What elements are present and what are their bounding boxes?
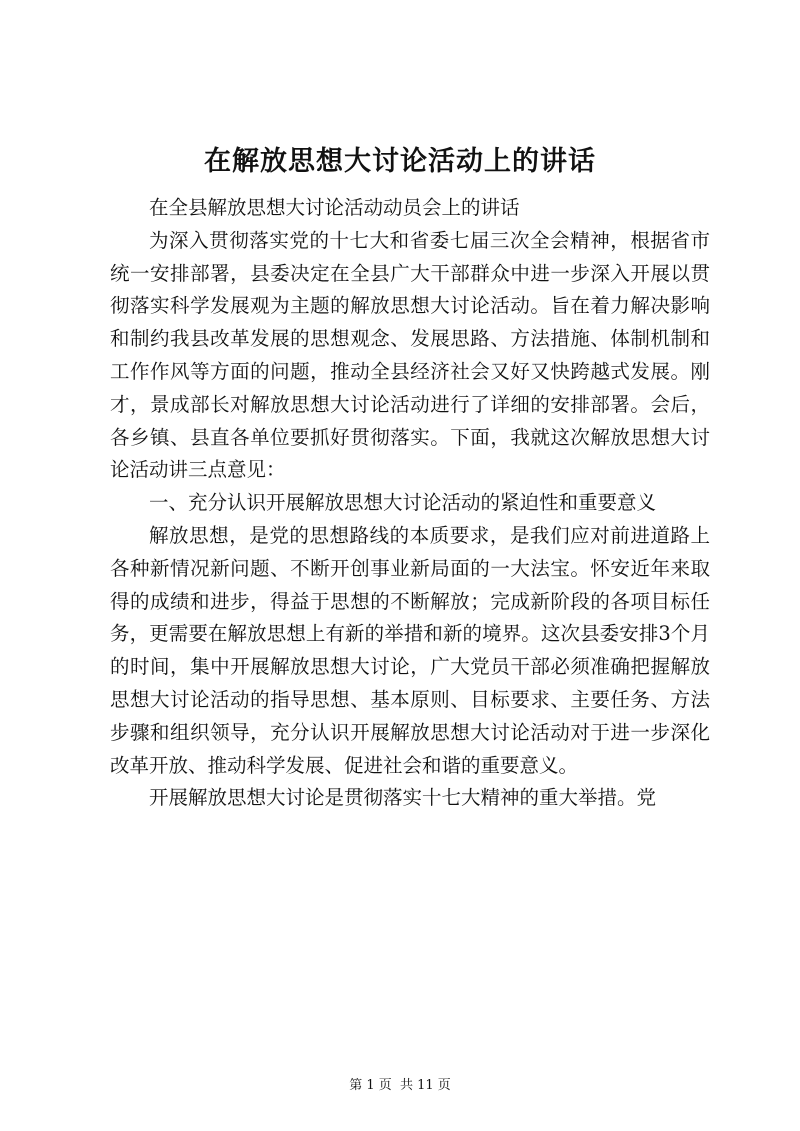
- document-title: 在解放思想大讨论活动上的讲话: [204, 146, 596, 177]
- section-1-paragraph: 解放思想，是党的思想路线的本质要求，是我们应对前进道路上各种新情况新问题、不断开创事业新局面的一大法宝。怀安近年来取得的成绩和进步，得益于思想的不断解放；完成新阶段的各项目标任务，更需要在解放思想上有新的举措和新的境界。这次县委安排3个月的时间，集中开展解放思想大讨论，广大党员干部必须准确把握解放思想大讨论活动的指导思想、基本原则、目标要求、主要任务、方法步骤和组织领导，充分认识开展解放思想大讨论活动对于进一步深化改革开放、推动科学发展、促进社会和谐的重要意义。: [110, 523, 710, 777]
- subtitle-paragraph: 在全县解放思想大讨论活动动员会上的讲话: [149, 196, 520, 219]
- document-body: [110, 192, 710, 815]
- section-heading-1: 一、充分认识开展解放思想大讨论活动的紧迫性和重要意义: [149, 491, 657, 515]
- page-footer: [0, 1076, 800, 1096]
- section-1-continued-paragraph: 开展解放思想大讨论是贯彻落实十七大精神的重大举措。党: [149, 786, 657, 810]
- intro-paragraph: 为深入贯彻落实党的十七大和省委七届三次全会精神，根据省市统一安排部署，县委决定在全县广大干部群众中进一步深入开展以贯彻落实科学发展观为主题的解放思想大讨论活动。旨在着力解决影响和制约我县改革发展的思想观念、发展思路、方法措施、体制机制和工作作风等方面的问题，推动全县经济社会又好又快跨越式发展。刚才，景成部长对解放思想大讨论活动进行了详细的安排部署。会后，各乡镇、县直各单位要抓好贯彻落实。下面，我就这次解放思想大讨论活动讲三点意见：: [110, 228, 710, 482]
- page-number-label: 第 1 页 共 11 页: [349, 1078, 451, 1093]
